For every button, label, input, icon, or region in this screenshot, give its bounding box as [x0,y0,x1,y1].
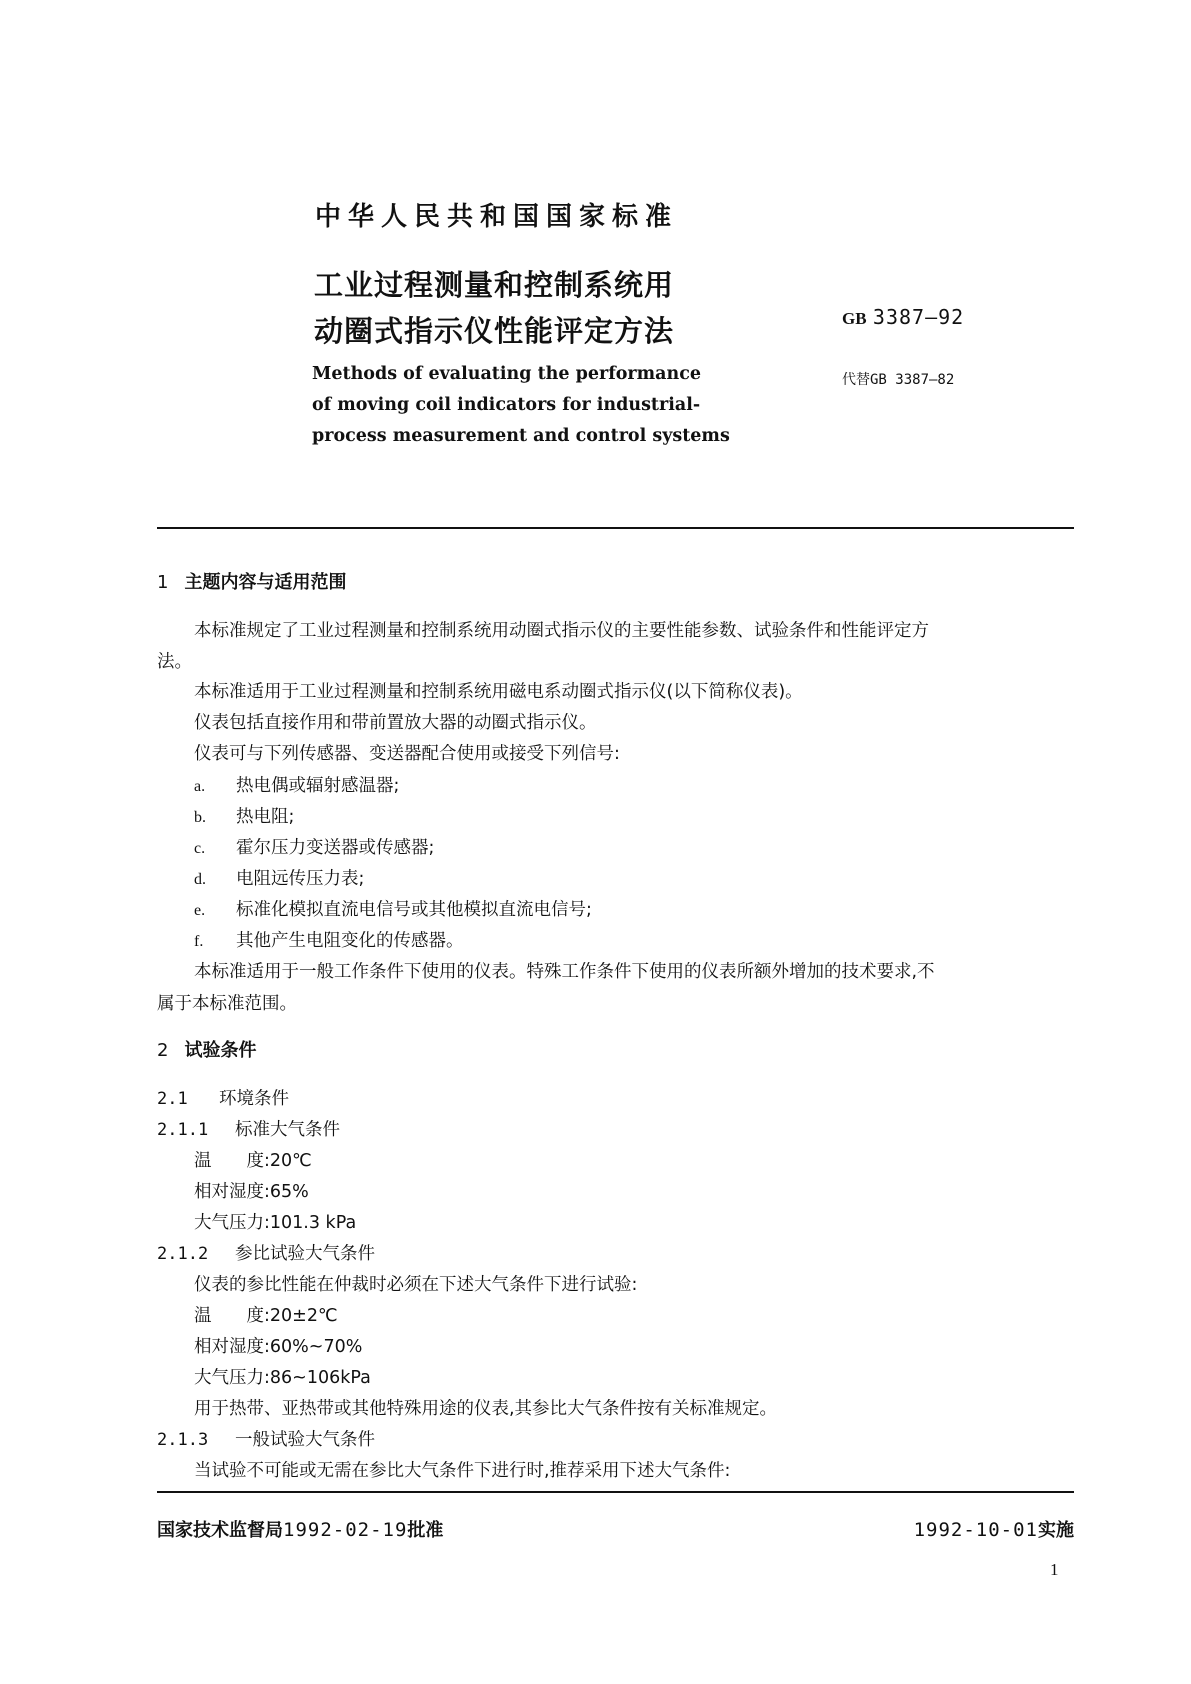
effective-date: 1992-10-01 [913,1519,1038,1541]
s212-pressure: 大气压力:86~106kPa [194,1368,371,1388]
s211-humidity: 相对湿度:65% [194,1182,309,1202]
s1-paragraph1-line2: 法。 [157,652,192,672]
list-item: d. 电阻远传压力表; [194,869,365,889]
section2-number: 2 [157,1040,169,1061]
title-en-line2: of moving coil indicators for industrial- [312,395,701,415]
section1-title: 主题内容与适用范围 [184,572,347,593]
section2-title: 试验条件 [184,1040,257,1061]
standard-code-number: 3387—92 [872,305,965,329]
approval-word: 批准 [407,1520,444,1541]
replaces-standard: 代替GB 3387—82 [842,372,955,388]
footer-divider [157,1491,1074,1493]
s212-note: 用于热带、亚热带或其他特殊用途的仪表,其参比大气条件按有关标准规定。 [194,1399,778,1419]
list-item: a. 热电偶或辐射感温器; [194,776,400,796]
section2-heading [157,1036,256,1062]
s213-intro: 当试验不可能或无需在参比大气条件下进行时,推荐采用下述大气条件: [194,1461,731,1481]
title-cn-line1: 工业过程测量和控制系统用 [314,268,675,302]
s1-paragraph2: 本标准适用于工业过程测量和控制系统用磁电系动圈式指示仪(以下简称仪表)。 [194,682,803,702]
s1-paragraph3: 仪表包括直接作用和带前置放大器的动圈式指示仪。 [194,713,597,733]
title-en-line3: process measurement and control systems [312,426,730,446]
section1-number: 1 [157,572,169,593]
approval-org: 国家技术监督局 [157,1520,283,1541]
effective-word: 实施 [1038,1520,1074,1541]
list-item: f. 其他产生电阻变化的传感器。 [194,931,464,951]
s1-paragraph4: 仪表可与下列传感器、变送器配合使用或接受下列信号: [194,744,620,764]
national-standard-heading: 中华人民共和国国家标准 [315,202,679,232]
standard-code [842,305,964,329]
section1-heading [157,568,346,594]
title-en-line1: Methods of evaluating the performance [312,364,702,384]
s1-paragraph5-line1: 本标准适用于一般工作条件下使用的仪表。特殊工作条件下使用的仪表所额外增加的技术要求,不 [194,962,935,982]
s211-pressure: 大气压力:101.3 kPa [194,1213,357,1233]
title-cn-line2: 动圈式指示仪性能评定方法 [314,314,675,348]
s212-humidity: 相对湿度:60%~70% [194,1337,363,1357]
approval-date: 1992-02-19 [283,1519,408,1541]
s212-temperature: 温 度:20±2℃ [194,1306,338,1326]
approval-line [157,1516,443,1542]
list-item: e. 标准化模拟直流电信号或其他模拟直流电信号; [194,900,592,920]
s212-heading: 2.1.2 参比试验大气条件 [157,1244,375,1264]
s212-intro: 仪表的参比性能在仲裁时必须在下述大气条件下进行试验: [194,1275,638,1295]
s213-heading: 2.1.3 一般试验大气条件 [157,1430,375,1450]
header-divider [157,527,1074,529]
effective-line [914,1516,1074,1542]
s21-heading: 2.1 环境条件 [157,1089,289,1109]
list-item: b. 热电阻; [194,807,295,827]
list-item: c. 霍尔压力变送器或传感器; [194,838,435,858]
s211-heading: 2.1.1 标准大气条件 [157,1120,340,1140]
s1-paragraph1-line1: 本标准规定了工业过程测量和控制系统用动圈式指示仪的主要性能参数、试验条件和性能评定方 [194,621,929,641]
s1-paragraph5-line2: 属于本标准范围。 [157,994,297,1014]
standard-code-prefix: GB [842,309,867,328]
page-number: 1 [1050,1560,1059,1579]
s211-temperature: 温 度:20℃ [194,1151,312,1171]
